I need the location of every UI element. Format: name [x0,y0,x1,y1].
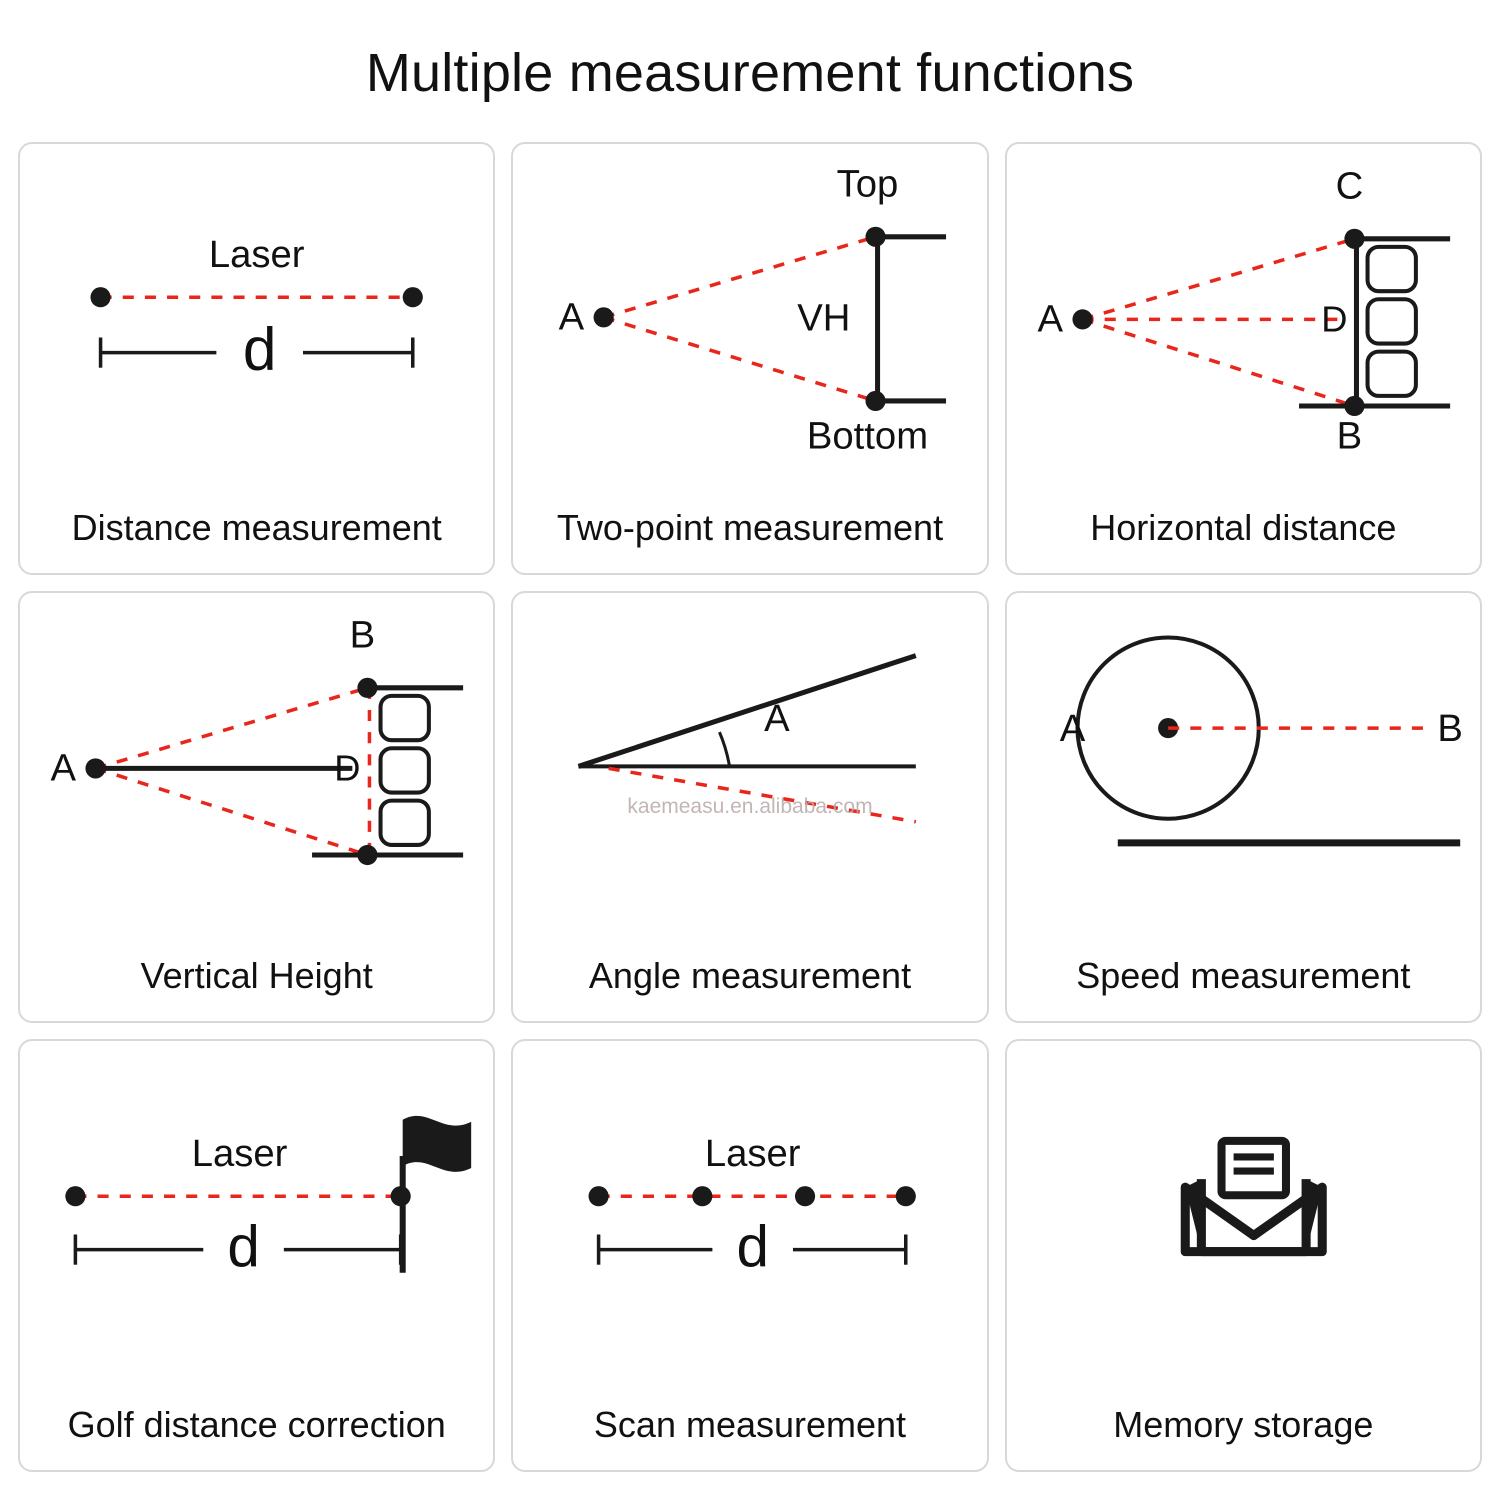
scan-point-1 [589,1186,609,1206]
scan-point-2 [693,1186,713,1206]
speed-diagram [1007,593,1480,930]
window-pane-1 [1367,247,1415,291]
label-d: d [227,1215,260,1281]
point-b [357,677,377,697]
window-pane-2 [1367,299,1415,343]
label-laser: Laser [208,233,305,277]
laser-ray-b [96,687,368,768]
golf-diagram [20,1041,493,1378]
laser-ray [609,768,916,821]
label-bottom: Bottom [807,414,929,458]
label-b: B [1437,706,1463,750]
feature-grid [18,142,1482,1472]
window-pane-3 [381,800,429,844]
card-label-golf-distance-correction: Golf distance correction [67,1403,446,1445]
window-pane-1 [381,696,429,740]
angle-arc [720,732,730,766]
figure-two-point-measurement [513,144,986,481]
scan-diagram [513,1041,986,1378]
two-point-diagram [513,144,986,481]
envelope-body [1201,1179,1306,1252]
point-bottom [866,391,886,411]
angle-ray [579,655,916,766]
card-label-memory-storage: Memory storage [1113,1403,1374,1445]
label-d: D [334,747,361,789]
figure-scan-measurement [513,1041,986,1378]
figure-distance-measurement [20,144,493,481]
card-distance-measurement[interactable] [18,142,495,575]
card-label-distance-measurement: Distance measurement [71,506,442,548]
figure-angle-measurement [513,593,986,930]
figure-golf-distance-correction [20,1041,493,1378]
card-label-vertical-height: Vertical Height [140,955,373,997]
scan-point-3 [795,1186,815,1206]
label-laser: Laser [705,1132,801,1176]
point-a [1072,309,1092,329]
point-base [357,845,377,865]
label-a: A [1037,297,1063,341]
label-b: B [349,613,376,657]
card-speed-measurement[interactable] [1005,591,1482,1024]
card-memory-storage[interactable] [1005,1039,1482,1472]
horizontal-distance-diagram [1007,144,1480,481]
label-a: A [1059,706,1085,750]
window-pane-2 [381,748,429,792]
laser-ray-c [1082,239,1354,320]
laser-ray-b [1082,319,1354,406]
window-pane-3 [1367,352,1415,396]
label-d: D [1320,298,1348,340]
label-a: A [764,696,790,740]
label-a: A [50,746,77,790]
card-label-speed-measurement: Speed measurement [1076,955,1411,997]
card-scan-measurement[interactable] [511,1039,988,1472]
card-label-scan-measurement: Scan measurement [593,1403,907,1445]
point-c [1344,229,1364,249]
card-angle-measurement[interactable] [511,591,988,1024]
card-vertical-height[interactable] [18,591,495,1024]
card-label-horizontal-distance: Horizontal distance [1090,506,1397,548]
flag-icon [403,1116,471,1172]
label-d: d [736,1215,770,1281]
watermark-text: kaemeasu.en.alibaba.com [627,794,873,818]
figure-speed-measurement [1007,593,1480,930]
point-end [403,287,423,307]
figure-vertical-height [20,593,493,930]
distance-diagram [20,144,493,481]
point-top [866,227,886,247]
card-label-angle-measurement: Angle measurement [588,955,912,997]
label-vh: VH [797,296,851,340]
label-a: A [558,295,585,339]
card-horizontal-distance[interactable] [1005,142,1482,575]
point-b [1344,396,1364,416]
point-a [85,758,105,778]
point-start [65,1186,85,1206]
envelope-icon [1007,1041,1480,1378]
label-laser: Laser [191,1132,288,1176]
label-d: d [242,314,277,383]
label-b: B [1336,414,1362,458]
label-c: C [1335,164,1363,208]
figure-memory-storage [1007,1041,1480,1378]
laser-ray-bottom [96,768,368,855]
point-start [90,287,110,307]
scan-point-4 [896,1186,916,1206]
angle-diagram [513,593,986,930]
label-top: Top [836,162,899,206]
figure-horizontal-distance [1007,144,1480,481]
page-title: Multiple measurement functions [365,43,1135,103]
card-two-point-measurement[interactable] [511,142,988,575]
card-golf-distance-correction[interactable] [18,1039,495,1472]
point-a [594,307,614,327]
vertical-height-diagram [20,593,493,930]
card-label-two-point-measurement: Two-point measurement [556,506,944,548]
